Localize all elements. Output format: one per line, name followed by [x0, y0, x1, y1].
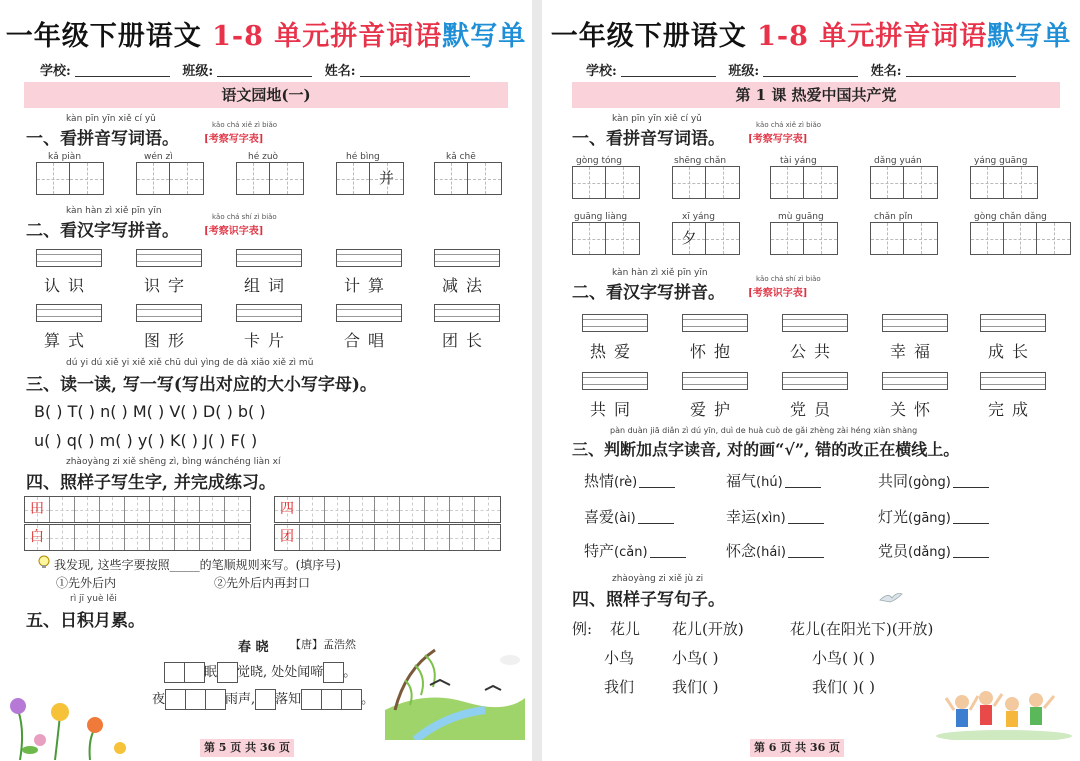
pinyin-line[interactable] [682, 372, 748, 390]
page-number: 第 5 页 共 36 页 [200, 739, 294, 757]
hanzi-word: 算式 [44, 331, 93, 350]
hanzi-word: 计算 [344, 276, 393, 295]
pinyin-line[interactable] [336, 249, 402, 267]
judge-item: 特产(cǎn) [584, 540, 686, 561]
word-item: kǎ chē [434, 152, 502, 195]
char-practice-grid[interactable]: 田 [24, 496, 251, 523]
section-4-title: 四、照样子写句子。 [572, 590, 725, 610]
option-1: ①先外后内 [56, 576, 117, 590]
judge-item: 党员(dǎng) [878, 540, 989, 561]
sentence-blank[interactable]: 我们( )( ) [812, 678, 875, 696]
judge-item: 共同(gòng) [878, 470, 989, 491]
pinyin-line[interactable] [782, 314, 848, 332]
example-label: 例: [572, 620, 593, 638]
section-4-title: 四、照样子写生字, 并完成练习。 [26, 473, 276, 493]
hanzi-word: 团长 [442, 331, 491, 350]
writing-grid[interactable] [770, 222, 838, 255]
writing-grid[interactable] [572, 166, 640, 199]
writing-grid[interactable] [672, 166, 740, 199]
student-info-line: 学校: 班级: 姓名: [586, 60, 1024, 79]
example-2: 花儿(开放) [672, 620, 744, 638]
hanzi-word: 爱护 [690, 400, 739, 419]
hanzi-word: 公共 [790, 342, 839, 361]
page-title: 一年级下册语文 1-8 单元拼音词语默写单 [550, 21, 1072, 52]
letter-row: u( ) q( ) m( ) y( ) K( ) J( ) F( ) [34, 431, 258, 450]
writing-grid[interactable] [770, 166, 838, 199]
letter-row: B( ) T( ) n( ) M( ) V( ) D( ) b( ) [34, 402, 266, 421]
judge-item: 灯光(gāng) [878, 506, 989, 527]
sentence-base: 我们 [604, 678, 635, 696]
spring-landscape-illustration [385, 640, 525, 740]
writing-grid[interactable] [136, 162, 204, 195]
dove-icon [878, 590, 904, 606]
hanzi-word: 怀抱 [690, 342, 739, 361]
pinyin-line[interactable] [136, 249, 202, 267]
word-item: gòng chǎn dǎng [970, 212, 1071, 255]
writing-grid[interactable] [434, 162, 502, 195]
section-2-title: 二、看汉字写拼音。 [572, 283, 725, 303]
worksheet-page-left: 一年级下册语文 1-8 单元拼音词语默写单 学校: 班级: 姓名: 语文园地(一) kàn pīn yīn xiě cí yǔ kǎo chá xiě zì biǎo 一、看拼音写词语。 [考察写字表] kǎ piàn wén zì hé zuò hé bìng 并 kǎ chē kàn hàn zì xiě pīn yīn kǎo chá shí zì biǎo 二、看汉字写拼音。 [考察识字表] 认识 识字 组词 计算 减法 算式 图形 卡片 合唱 团长 dú yi dú xiě yi xiě xiě chū duì yìng de dà xiǎo xiě zì mǔ 三、读一读, 写一写(写出对应的大小写字母)。 B( ) T( ) n( ) M( ) V( ) D( ) b( ) u( ) q( ) m( ) y( ) K( ) J( ) F( ) zhàoyàng zi xiě shēng zì, bìng wánchéng liàn xí 四、照样子写生字, 并完成练习。 田 四 白 团 我发现, 这些字要按照_____的笔顺规则来写。(填序号) ①先外后内 ②先外后内再封口 rì jī yuè lěi 五、日积月累。 春 晓 【唐】孟浩然 眠 觉晓, 处处闻啼 。 夜 雨声, 落知 。 第 5 页 共 36 页 [0, 0, 532, 761]
example-3: 花儿(在阳光下)(开放) [790, 620, 934, 638]
judge-item: 幸运(xìn) [726, 506, 824, 527]
judge-item: 喜爱(ài) [584, 506, 674, 527]
char-practice-grid[interactable]: 团 [274, 524, 501, 551]
judge-item: 福气(hú) [726, 470, 821, 491]
pinyin-line[interactable] [782, 372, 848, 390]
option-2: ②先外后内再封口 [214, 576, 311, 590]
pinyin-line[interactable] [336, 304, 402, 322]
section-1-title: 一、看拼音写词语。 [572, 129, 725, 149]
pinyin-line[interactable] [882, 372, 948, 390]
word-item: gòng tóng [572, 156, 640, 199]
poem-line-1: 眠 觉晓, 处处闻啼 。 [164, 661, 356, 683]
judge-item: 怀念(hái) [726, 540, 824, 561]
hanzi-word: 识字 [144, 276, 193, 295]
student-info-line: 学校: 班级: 姓名: [40, 60, 478, 79]
section-note: [考察识字表] [204, 226, 264, 237]
word-item: kǎ piàn [36, 152, 104, 195]
writing-grid[interactable] [572, 222, 640, 255]
hanzi-word: 认识 [44, 276, 93, 295]
writing-grid[interactable] [870, 166, 938, 199]
discovery-question: 我发现, 这些字要按照_____的笔顺规则来写。(填序号) [54, 558, 341, 572]
pinyin-line[interactable] [236, 304, 302, 322]
char-practice-grid[interactable]: 四 [274, 496, 501, 523]
children-illustration [934, 680, 1074, 740]
char-practice-grid[interactable]: 白 [24, 524, 251, 551]
pinyin-line[interactable] [136, 304, 202, 322]
pinyin-line[interactable] [236, 249, 302, 267]
pinyin-line[interactable] [36, 304, 102, 322]
word-item: shēng chǎn [672, 156, 740, 199]
writing-grid[interactable] [970, 222, 1071, 255]
word-item: chǎn pǐn [870, 212, 938, 255]
poem-line-2: 夜 雨声, 落知 。 [152, 688, 374, 710]
hanzi-word: 共同 [590, 400, 639, 419]
sentence-blank[interactable]: 我们( ) [672, 678, 719, 696]
writing-grid[interactable] [970, 166, 1038, 199]
lightbulb-icon [36, 554, 52, 570]
word-item: wén zì [136, 152, 204, 195]
word-item: yáng guāng [970, 156, 1038, 199]
page-number: 第 6 页 共 36 页 [750, 739, 844, 757]
section-3-title: 三、读一读, 写一写(写出对应的大小写字母)。 [26, 375, 377, 395]
hanzi-word: 组词 [244, 276, 293, 295]
section-note: [考察写字表] [748, 134, 808, 145]
writing-grid[interactable] [870, 222, 938, 255]
word-item: tài yáng [770, 156, 838, 199]
worksheet-page-right: 一年级下册语文 1-8 单元拼音词语默写单 学校: 班级: 姓名: 第 1 课 热爱中国共产党 kàn pīn yīn xiě cí yǔ kǎo chá xiě zì biǎo 一、看拼音写词语。 [考察写字表] gòng tóng shēng chǎn tài yáng dǎng yuán yáng guāng guāng liàng xī yáng 夕 mù guāng chǎn pǐn gòng chǎn dǎng kàn hàn zì xiě pīn yīn kǎo chá shí zì biǎo 二、看汉字写拼音。 [考察识字表] 热爱 怀抱 公共 幸福 成长 共同 爱护 党员 关怀 完成 pàn duàn jiā diǎn zì dú yīn, duì de huà cuò de gǎi zhèng zài héng xiàn shàng 三、判断加点字读音, 对的画“√”, 错的改正在横线上。 热情(rè) 福气(hú) 共同(gòng) 喜爱(ài) 幸运(xìn) 灯光(gāng) 特产(cǎn) 怀念(hái) 党员(dǎng) zhàoyàng zi xiě jù zi 四、照样子写句子。 例: 花儿 花儿(开放) 花儿(在阳光下)(开放) 小鸟 小鸟( ) 小鸟( )( ) 我们 我们( ) 我们( )( ) 第 6 页 共 36 页 [542, 0, 1080, 761]
writing-grid[interactable] [236, 162, 304, 195]
section-5-title: 五、日积月累。 [26, 611, 145, 631]
pinyin-line[interactable] [682, 314, 748, 332]
sentence-blank[interactable]: 小鸟( ) [672, 649, 719, 667]
section-1-title: 一、看拼音写词语。 [26, 129, 179, 149]
writing-grid[interactable]: 并 [336, 162, 404, 195]
hanzi-word: 图形 [144, 331, 193, 350]
sentence-blank[interactable]: 小鸟( )( ) [812, 649, 875, 667]
writing-grid[interactable]: 夕 [672, 222, 740, 255]
poem-author: 【唐】孟浩然 [290, 638, 356, 651]
hanzi-word: 合唱 [344, 331, 393, 350]
pinyin-line[interactable] [980, 372, 1046, 390]
hanzi-word: 卡片 [244, 331, 293, 350]
hanzi-word: 关怀 [890, 400, 939, 419]
section-note: [考察识字表] [748, 288, 808, 299]
section-note: [考察写字表] [204, 134, 264, 145]
pinyin-line[interactable] [980, 314, 1046, 332]
hanzi-word: 热爱 [590, 342, 639, 361]
pinyin-line[interactable] [582, 314, 648, 332]
pinyin-line[interactable] [36, 249, 102, 267]
section-3-title: 三、判断加点字读音, 对的画“√”, 错的改正在横线上。 [572, 440, 960, 459]
example-1: 花儿 [610, 620, 641, 638]
hanzi-word: 减法 [442, 276, 491, 295]
section-2-title: 二、看汉字写拼音。 [26, 221, 179, 241]
unit-header: 语文园地(一) [24, 82, 508, 108]
word-item: xī yáng 夕 [672, 212, 740, 255]
page-title: 一年级下册语文 1-8 单元拼音词语默写单 [5, 21, 527, 52]
poem-title: 春 晓 [238, 640, 269, 655]
pinyin-line[interactable] [882, 314, 948, 332]
sentence-base: 小鸟 [604, 649, 635, 667]
judge-item: 热情(rè) [584, 470, 675, 491]
flowers-illustration [0, 660, 140, 760]
pinyin-line[interactable] [582, 372, 648, 390]
pinyin-line[interactable] [434, 304, 500, 322]
word-item: hé bìng 并 [336, 152, 404, 195]
hanzi-word: 幸福 [890, 342, 939, 361]
word-item: hé zuò [236, 152, 304, 195]
hanzi-word: 完成 [988, 400, 1037, 419]
unit-header: 第 1 课 热爱中国共产党 [572, 82, 1060, 108]
word-item: mù guāng [770, 212, 838, 255]
word-item: guāng liàng [572, 212, 640, 255]
word-item: dǎng yuán [870, 156, 938, 199]
hanzi-word: 党员 [790, 400, 839, 419]
hanzi-word: 成长 [988, 342, 1037, 361]
writing-grid[interactable] [36, 162, 104, 195]
pinyin-line[interactable] [434, 249, 500, 267]
